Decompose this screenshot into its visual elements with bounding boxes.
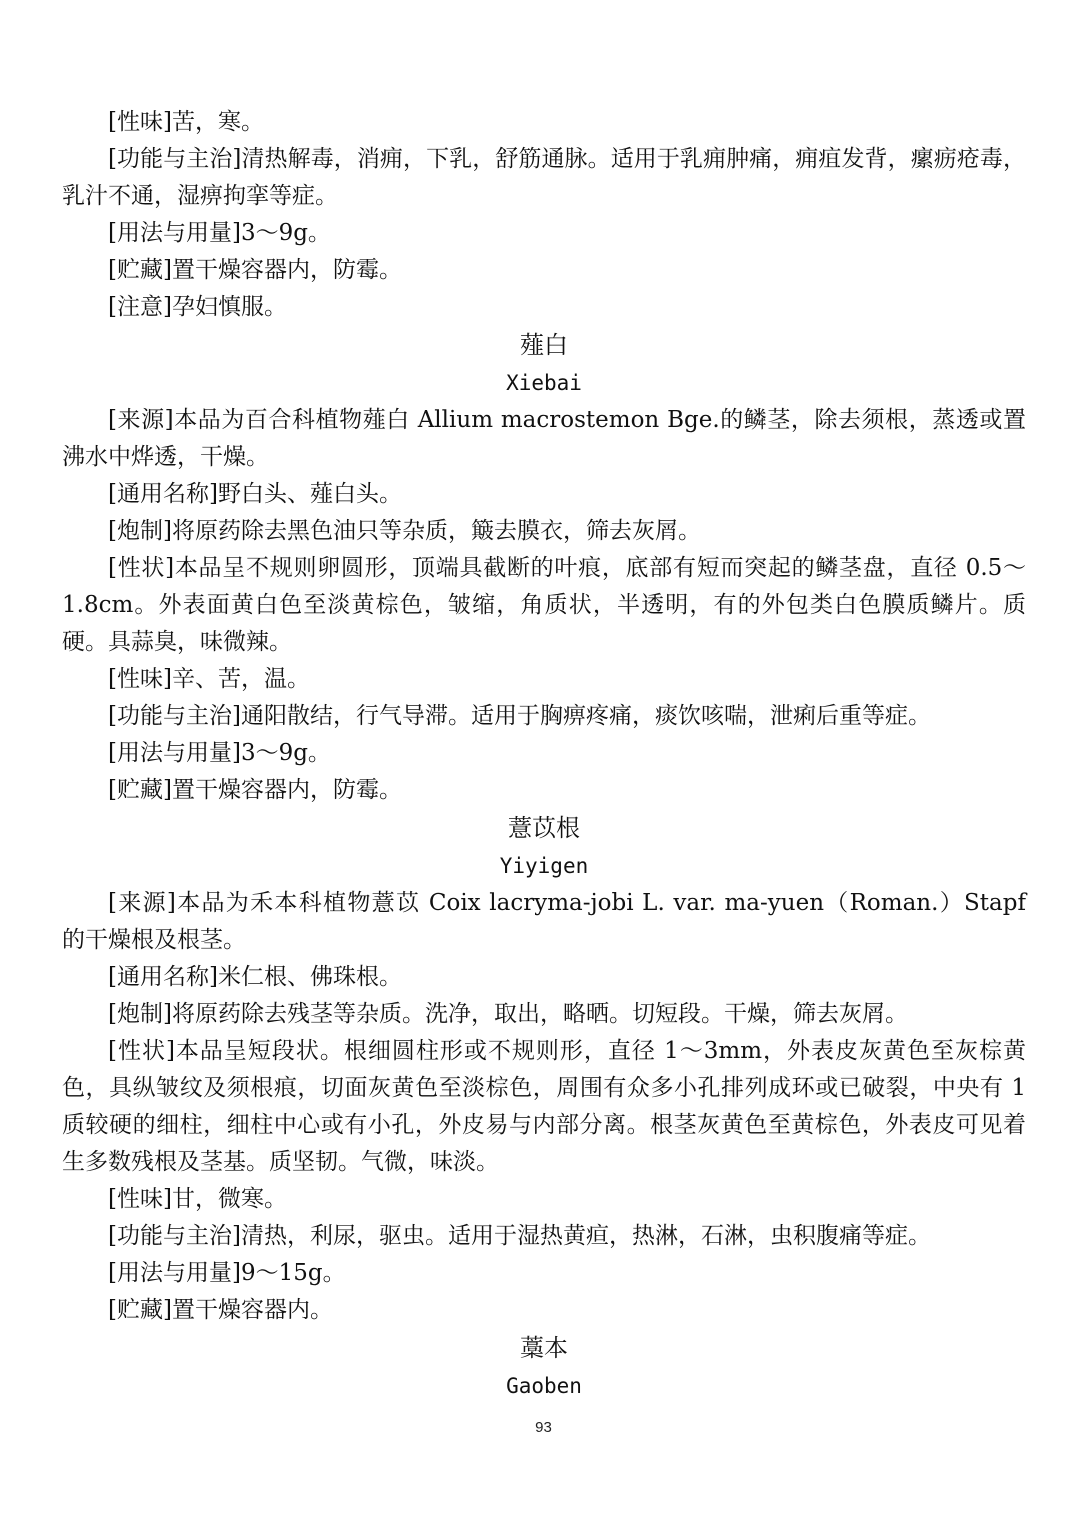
processing: [炮制]将原药除去黑色油只等杂质，簸去膜衣，筛去灰屑。	[108, 518, 701, 544]
source: [来源]本品为百合科植物薤白 Allium macrostemon Bge.的鳞茎，除去须根，蒸透或置沸水中烨透，干燥。	[62, 407, 1026, 470]
entry-xiebai	[62, 326, 1026, 809]
usage-dosage: [用法与用量]3～9g。	[108, 220, 331, 246]
function-indication: [功能与主治]清热，利尿，驱虫。适用于湿热黄疸，热淋，石淋，虫积腹痛等症。	[108, 1223, 931, 1249]
entry-yiyigen	[62, 809, 1026, 1329]
entry-pinyin: Yiyigen	[499, 854, 589, 878]
common-names: [通用名称]米仁根、佛珠根。	[108, 964, 402, 990]
page-number: 93	[535, 1419, 552, 1436]
property-taste: [性味]甘，微寒。	[108, 1186, 287, 1212]
function-indication: [功能与主治]清热解毒，消痈，下乳，舒筋通脉。适用于乳痈肿痛，痈疽发背，瘰疬疮毒，乳汁不通，湿痹拘挛等症。	[62, 146, 1026, 209]
document-body	[62, 104, 1026, 1405]
processing: [炮制]将原药除去残茎等杂质。洗净，取出，略晒。切短段。干燥，筛去灰屑。	[108, 1001, 908, 1027]
common-names: [通用名称]野白头、薤白头。	[108, 481, 402, 507]
characteristics: [性状]本品呈不规则卵圆形，顶端具截断的叶痕，底部有短而突起的鳞茎盘，直径 0.5～1.8cm。外表面黄白色至淡黄棕色，皱缩，角质状，半透明，有的外包类白色膜质鳞片。质硬。具蒜臭，味微辣。	[62, 555, 1026, 655]
source: [来源]本品为禾本科植物薏苡 Coix lacryma-jobi L. var. ma-yuen（Roman.）Stapf 的干燥根及根茎。	[62, 890, 1026, 953]
caution: [注意]孕妇慎服。	[108, 294, 287, 320]
entry-title: 藁本	[520, 1334, 568, 1362]
entry-pinyin: Xiebai	[506, 371, 582, 395]
storage: [贮藏]置干燥容器内，防霉。	[108, 777, 402, 803]
entry-gaoben	[62, 1329, 1026, 1405]
characteristics: [性状]本品呈短段状。根细圆柱形或不规则形，直径 1～3mm，外表皮灰黄色至灰棕黄色，具纵皱纹及须根痕，切面灰黄色至淡棕色，周围有众多小孔排列成环或已破裂，中央有 1 质较硬的细柱，细柱中心或有小孔，外皮易与内部分离。根茎灰黄色至黄棕色，外表皮可见着生多数残根及茎基。质坚韧。气微，味淡。	[62, 1038, 1026, 1175]
usage-dosage: [用法与用量]9～15g。	[108, 1260, 346, 1286]
entry-pinyin: Gaoben	[506, 1374, 582, 1398]
entry-continued	[62, 104, 1026, 326]
entry-title: 薤白	[520, 331, 568, 359]
property-taste: [性味]辛、苦，温。	[108, 666, 310, 692]
entry-title: 薏苡根	[508, 814, 580, 842]
function-indication: [功能与主治]通阳散结，行气导滞。适用于胸痹疼痛，痰饮咳喘，泄痢后重等症。	[108, 703, 931, 729]
property-taste: [性味]苦，寒。	[108, 109, 264, 135]
storage: [贮藏]置干燥容器内。	[108, 1297, 333, 1323]
usage-dosage: [用法与用量]3～9g。	[108, 740, 331, 766]
storage: [贮藏]置干燥容器内，防霉。	[108, 257, 402, 283]
